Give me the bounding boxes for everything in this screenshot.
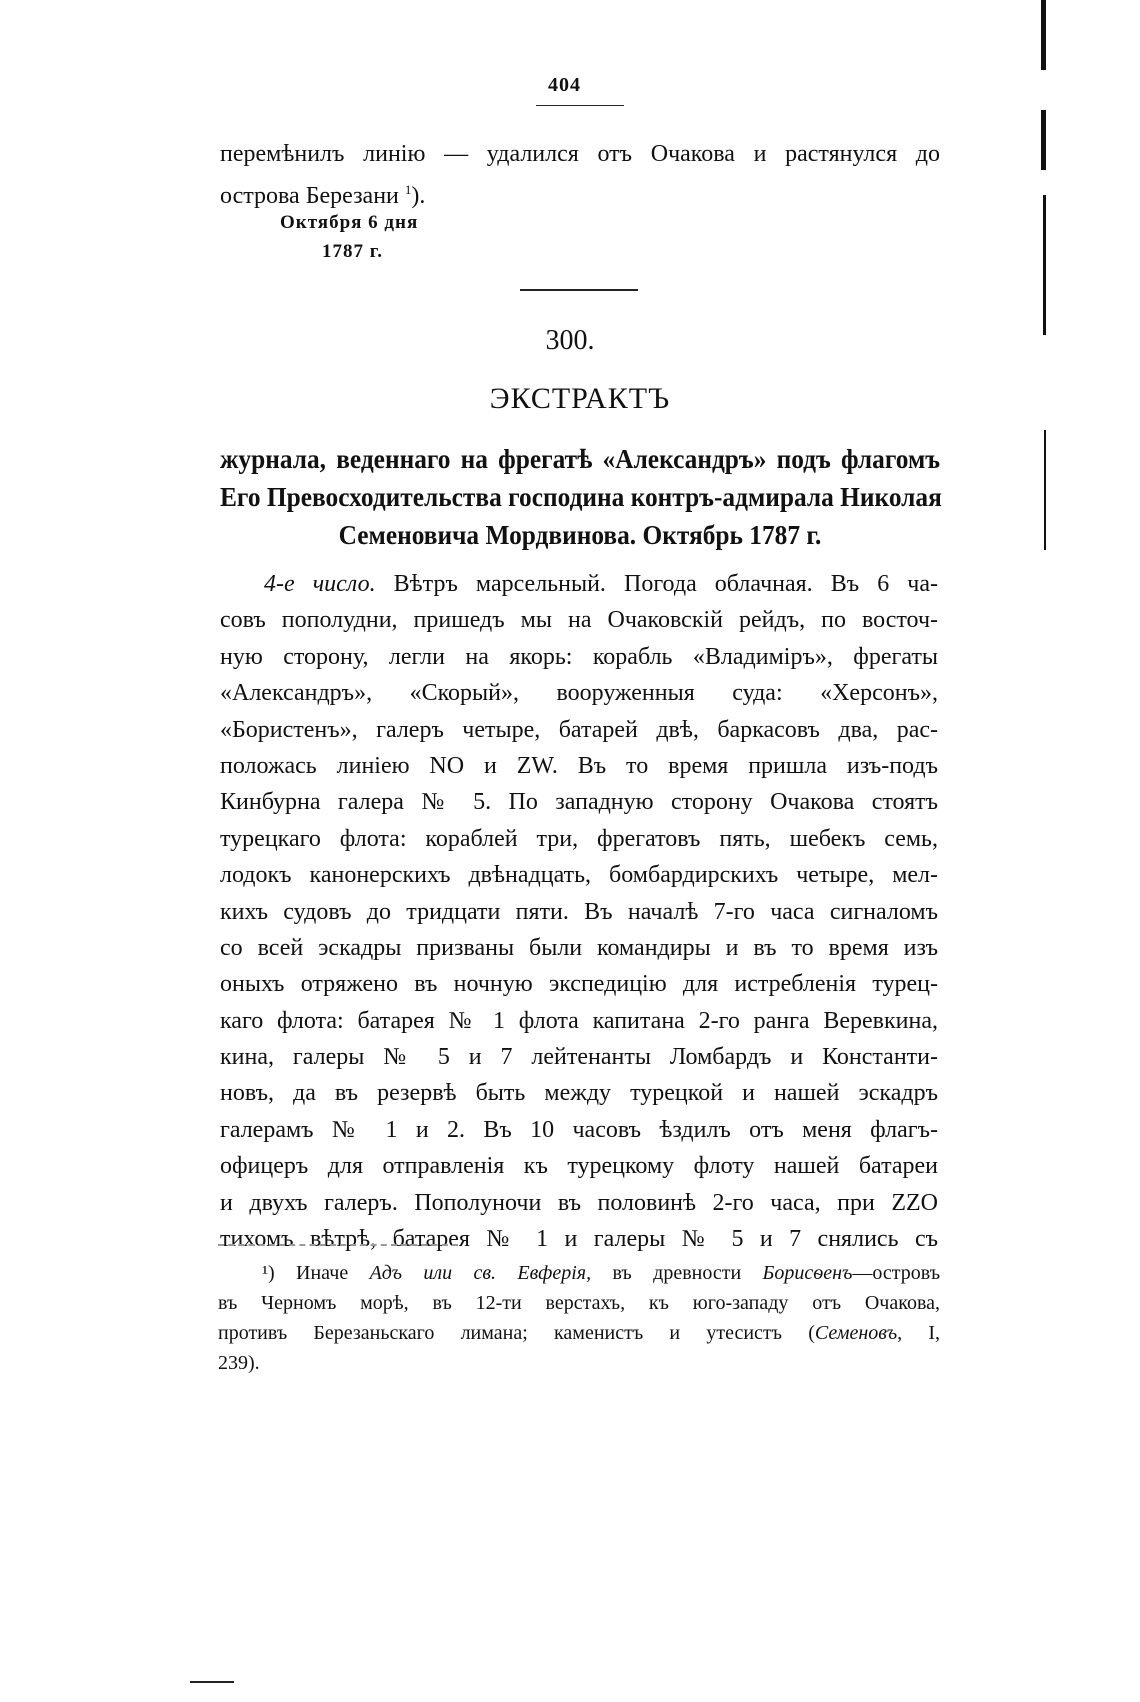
- body-line: турецкаго флота: кораблей три, фрегатовъ пять, шебекъ семь,: [220, 825, 938, 852]
- body-line: тихомъ вѣтрѣ, батарея № 1 и галеры № 5 и 7 снялись съ: [220, 1226, 938, 1253]
- footnote-text: въ древности: [612, 1262, 742, 1284]
- footnote: [218, 1258, 940, 1378]
- footnote-text: противъ Березаньскаго лимана; каменистъ и утесистъ (: [218, 1322, 815, 1344]
- body-line: [220, 566, 938, 602]
- body-line: «Александръ», «Скорый», вооруженныя суда: «Херсонъ»,: [220, 680, 938, 707]
- body-line: оныхъ отряжено въ ночную экспедицію для истребленія турец-: [220, 971, 938, 998]
- scan-edge-mark: [1041, 110, 1046, 170]
- continuation-line-2-text: острова Березани: [220, 183, 399, 209]
- footnote-text: Иначе: [296, 1262, 349, 1284]
- heading-line-3: Семеновича Мордвинова. Октябрь 1787 г.: [338, 520, 822, 550]
- document-number: 300.: [545, 325, 595, 356]
- footnote-source-author: Семеновъ,: [814, 1322, 903, 1344]
- body-line: новъ, да въ резервѣ быть между турецкой и нашей эскадръ: [220, 1080, 938, 1107]
- document-title: ЭКСТРАКТЪ: [489, 382, 671, 415]
- body-line: галерамъ № 1 и 2. Въ 10 часовъ ѣздилъ отъ меня флагъ-: [220, 1116, 938, 1143]
- body-line: офицеръ для отправленія къ турецкому флоту нашей батареи: [220, 1153, 938, 1180]
- footnote-line-1: [218, 1258, 940, 1288]
- continuation-line-2-end: ).: [411, 183, 426, 209]
- heading-line-2: Его Превосходительства господина контръ-адмирала Николая: [220, 482, 942, 512]
- body-line: «Бористенъ», галеръ четыре, батарей двѣ, баркасовъ два, рас-: [220, 716, 938, 743]
- body-line-text: Вѣтръ марсельный. Погода облачная. Въ 6 ча-: [393, 571, 938, 597]
- heading-line-1: журнала, веденнаго на фрегатѣ «Александръ» подъ флагомъ: [220, 444, 941, 474]
- scan-edge-mark: [1043, 195, 1046, 335]
- section-divider: [520, 289, 638, 291]
- body-line: каго флота: батарея № 1 флота капитана 2-го ранга Веревкина,: [220, 1007, 938, 1034]
- body-line: и двухъ галеръ. Пополуночи въ половинѣ 2-го часа, при ZZO: [220, 1189, 938, 1216]
- body-line: кихъ судовъ до тридцати пяти. Въ началѣ 7-го часа сигналомъ: [220, 898, 938, 925]
- body-line: со всей эскадры призваны были командиры и въ то время изъ: [220, 934, 938, 961]
- scan-edge-mark: [1044, 430, 1046, 550]
- footnote-reference: 1: [404, 182, 412, 197]
- footnote-line-4: 239).: [218, 1352, 260, 1374]
- footnote-italic-ancient-name: Борисѳенъ: [762, 1262, 853, 1284]
- page-number: 404: [548, 74, 581, 96]
- page-number-rule: [536, 105, 624, 106]
- body-line: лодокъ канонерскихъ двѣнадцать, бомбардирскихъ четыре, мел-: [220, 862, 938, 889]
- scan-edge-mark: [1041, 0, 1046, 70]
- signature-date-line-2: 1787 г.: [322, 241, 383, 262]
- document-heading: [220, 440, 942, 554]
- footnote-marker: ¹): [262, 1262, 275, 1284]
- body-line: положась линіею NO и ZW. Въ то время пришла изъ-подъ: [220, 752, 938, 779]
- footnote-separator: [218, 1244, 458, 1246]
- signature-date-line-1: Октября 6 дня: [280, 212, 419, 233]
- body-line: кина, галеры № 5 и 7 лейтенанты Ломбардъ и Константи-: [220, 1044, 938, 1071]
- footnote-text: I,: [902, 1322, 940, 1344]
- continuation-line-1: перемѣнилъ линію — удалился отъ Очакова и растянулся до: [220, 141, 940, 167]
- body-line: ную сторону, легли на якорь: корабль «Владиміръ», фрегаты: [220, 643, 938, 670]
- footnote-italic-name: Адъ или св. Евферія,: [369, 1262, 592, 1284]
- entry-date: 4-е число.: [264, 571, 376, 597]
- footnote-line-3: [218, 1318, 940, 1348]
- journal-entry: [220, 566, 938, 1257]
- body-line: совъ пополудни, пришедъ мы на Очаковскій рейдъ, по восточ-: [220, 607, 938, 634]
- footnote-text: —островъ: [852, 1262, 941, 1284]
- continuation-line-2: [220, 172, 425, 214]
- footnote-line-2: въ Черномъ морѣ, въ 12-ти верстахъ, къ юго-западу отъ Очакова,: [218, 1292, 940, 1314]
- body-line: Кинбурна галера № 5. По западную сторону Очакова стоятъ: [220, 789, 938, 816]
- bottom-mark: [190, 1681, 234, 1683]
